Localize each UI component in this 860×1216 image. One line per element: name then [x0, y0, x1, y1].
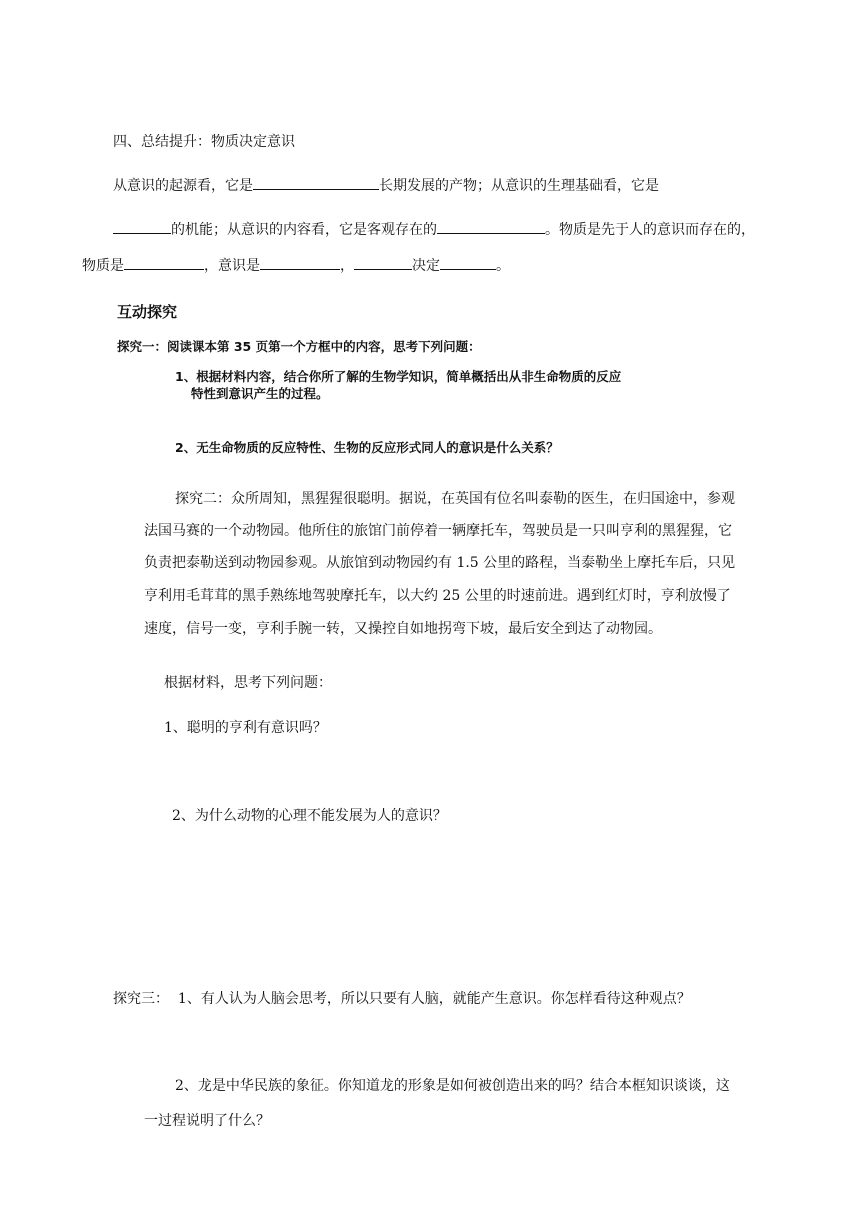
inquiry2-line-1: 法国马赛的一个动物园。他所住的旅馆门前停着一辆摩托车，驾驶员是一只叫亨利的黑猩猩，它 — [144, 523, 732, 539]
blank-matter-is[interactable] — [124, 255, 204, 270]
section4-line3 — [82, 255, 510, 276]
section4-line1-b: 长期发展的产物；从意识的生理基础看，它是 — [379, 178, 659, 194]
inquiry1-q1-line1: 1、根据材料内容，结合你所了解的生物学知识，简单概括出从非生命物质的反应 — [175, 369, 622, 384]
inquiry1-intro: 探究一：阅读课本第 35 页第一个方框中的内容，思考下列问题： — [117, 339, 481, 354]
blank-physiology[interactable] — [113, 219, 171, 234]
section4-line3-e: 。 — [496, 258, 510, 274]
section4-line3-d: 决定 — [412, 258, 440, 274]
blank-origin[interactable] — [253, 175, 379, 190]
section4-line3-c: ， — [340, 258, 354, 274]
section4-line2-b: 。物质是先于人的意识而存在的， — [545, 222, 755, 238]
inquiry3-label: 探究三： — [113, 991, 169, 1007]
inquiry1-q2: 2、无生命物质的反应特性、生物的反应形式同人的意识是什么关系？ — [175, 440, 559, 455]
blank-consciousness-is[interactable] — [260, 255, 340, 270]
inquiry2-line-0: 探究二：众所周知，黑猩猩很聪明。据说，在英国有位名叫泰勒的医生，在归国途中，参观 — [175, 491, 735, 507]
inquiry2-q2: 2、为什么动物的心理不能发展为人的意识？ — [172, 808, 447, 824]
inquiry2-line-3: 亨利用毛茸茸的黑手熟练地驾驶摩托车，以大约 25 公里的时速前进。遇到红灯时，亨利放慢了 — [144, 588, 731, 604]
section4-line2-a: 的机能；从意识的内容看，它是客观存在的 — [171, 222, 437, 238]
inquiry3-q2-line2: 一过程说明了什么？ — [144, 1113, 270, 1129]
blank-determiner[interactable] — [354, 255, 412, 270]
section4-heading: 四、总结提升：物质决定意识 — [113, 134, 295, 150]
inquiry1-q1-line2: 特性到意识产生的过程。 — [191, 386, 329, 401]
section4-line3-b: ，意识是 — [204, 258, 260, 274]
blank-determined[interactable] — [440, 255, 496, 270]
section4-line1 — [113, 175, 659, 196]
blank-content[interactable] — [437, 219, 545, 234]
section4-line3-a: 物质是 — [82, 258, 124, 274]
inquiry2-q1: 1、聪明的亨利有意识吗？ — [164, 720, 327, 736]
inquiry2-prompt: 根据材料，思考下列问题： — [164, 675, 332, 691]
inquiry3-q2-line1: 2、龙是中华民族的象征。你知道龙的形象是如何被创造出来的吗？结合本框知识谈谈，这 — [175, 1078, 730, 1094]
interactive-title: 互动探究 — [117, 303, 178, 321]
section4-line1-a: 从意识的起源看，它是 — [113, 178, 253, 194]
inquiry3-row — [113, 989, 691, 1009]
inquiry2-line-2: 负责把泰勒送到动物园参观。从旅馆到动物园约有 1.5 公里的路程，当泰勒坐上摩托车后，只见 — [144, 555, 736, 571]
inquiry2-line-4: 速度，信号一变，亨利手腕一转，又操控自如地拐弯下坡，最后安全到达了动物园。 — [144, 621, 662, 637]
inquiry3-q1: 1、有人认为人脑会思考，所以只要有人脑，就能产生意识。你怎样看待这种观点？ — [177, 991, 691, 1007]
section4-line2 — [113, 219, 755, 240]
